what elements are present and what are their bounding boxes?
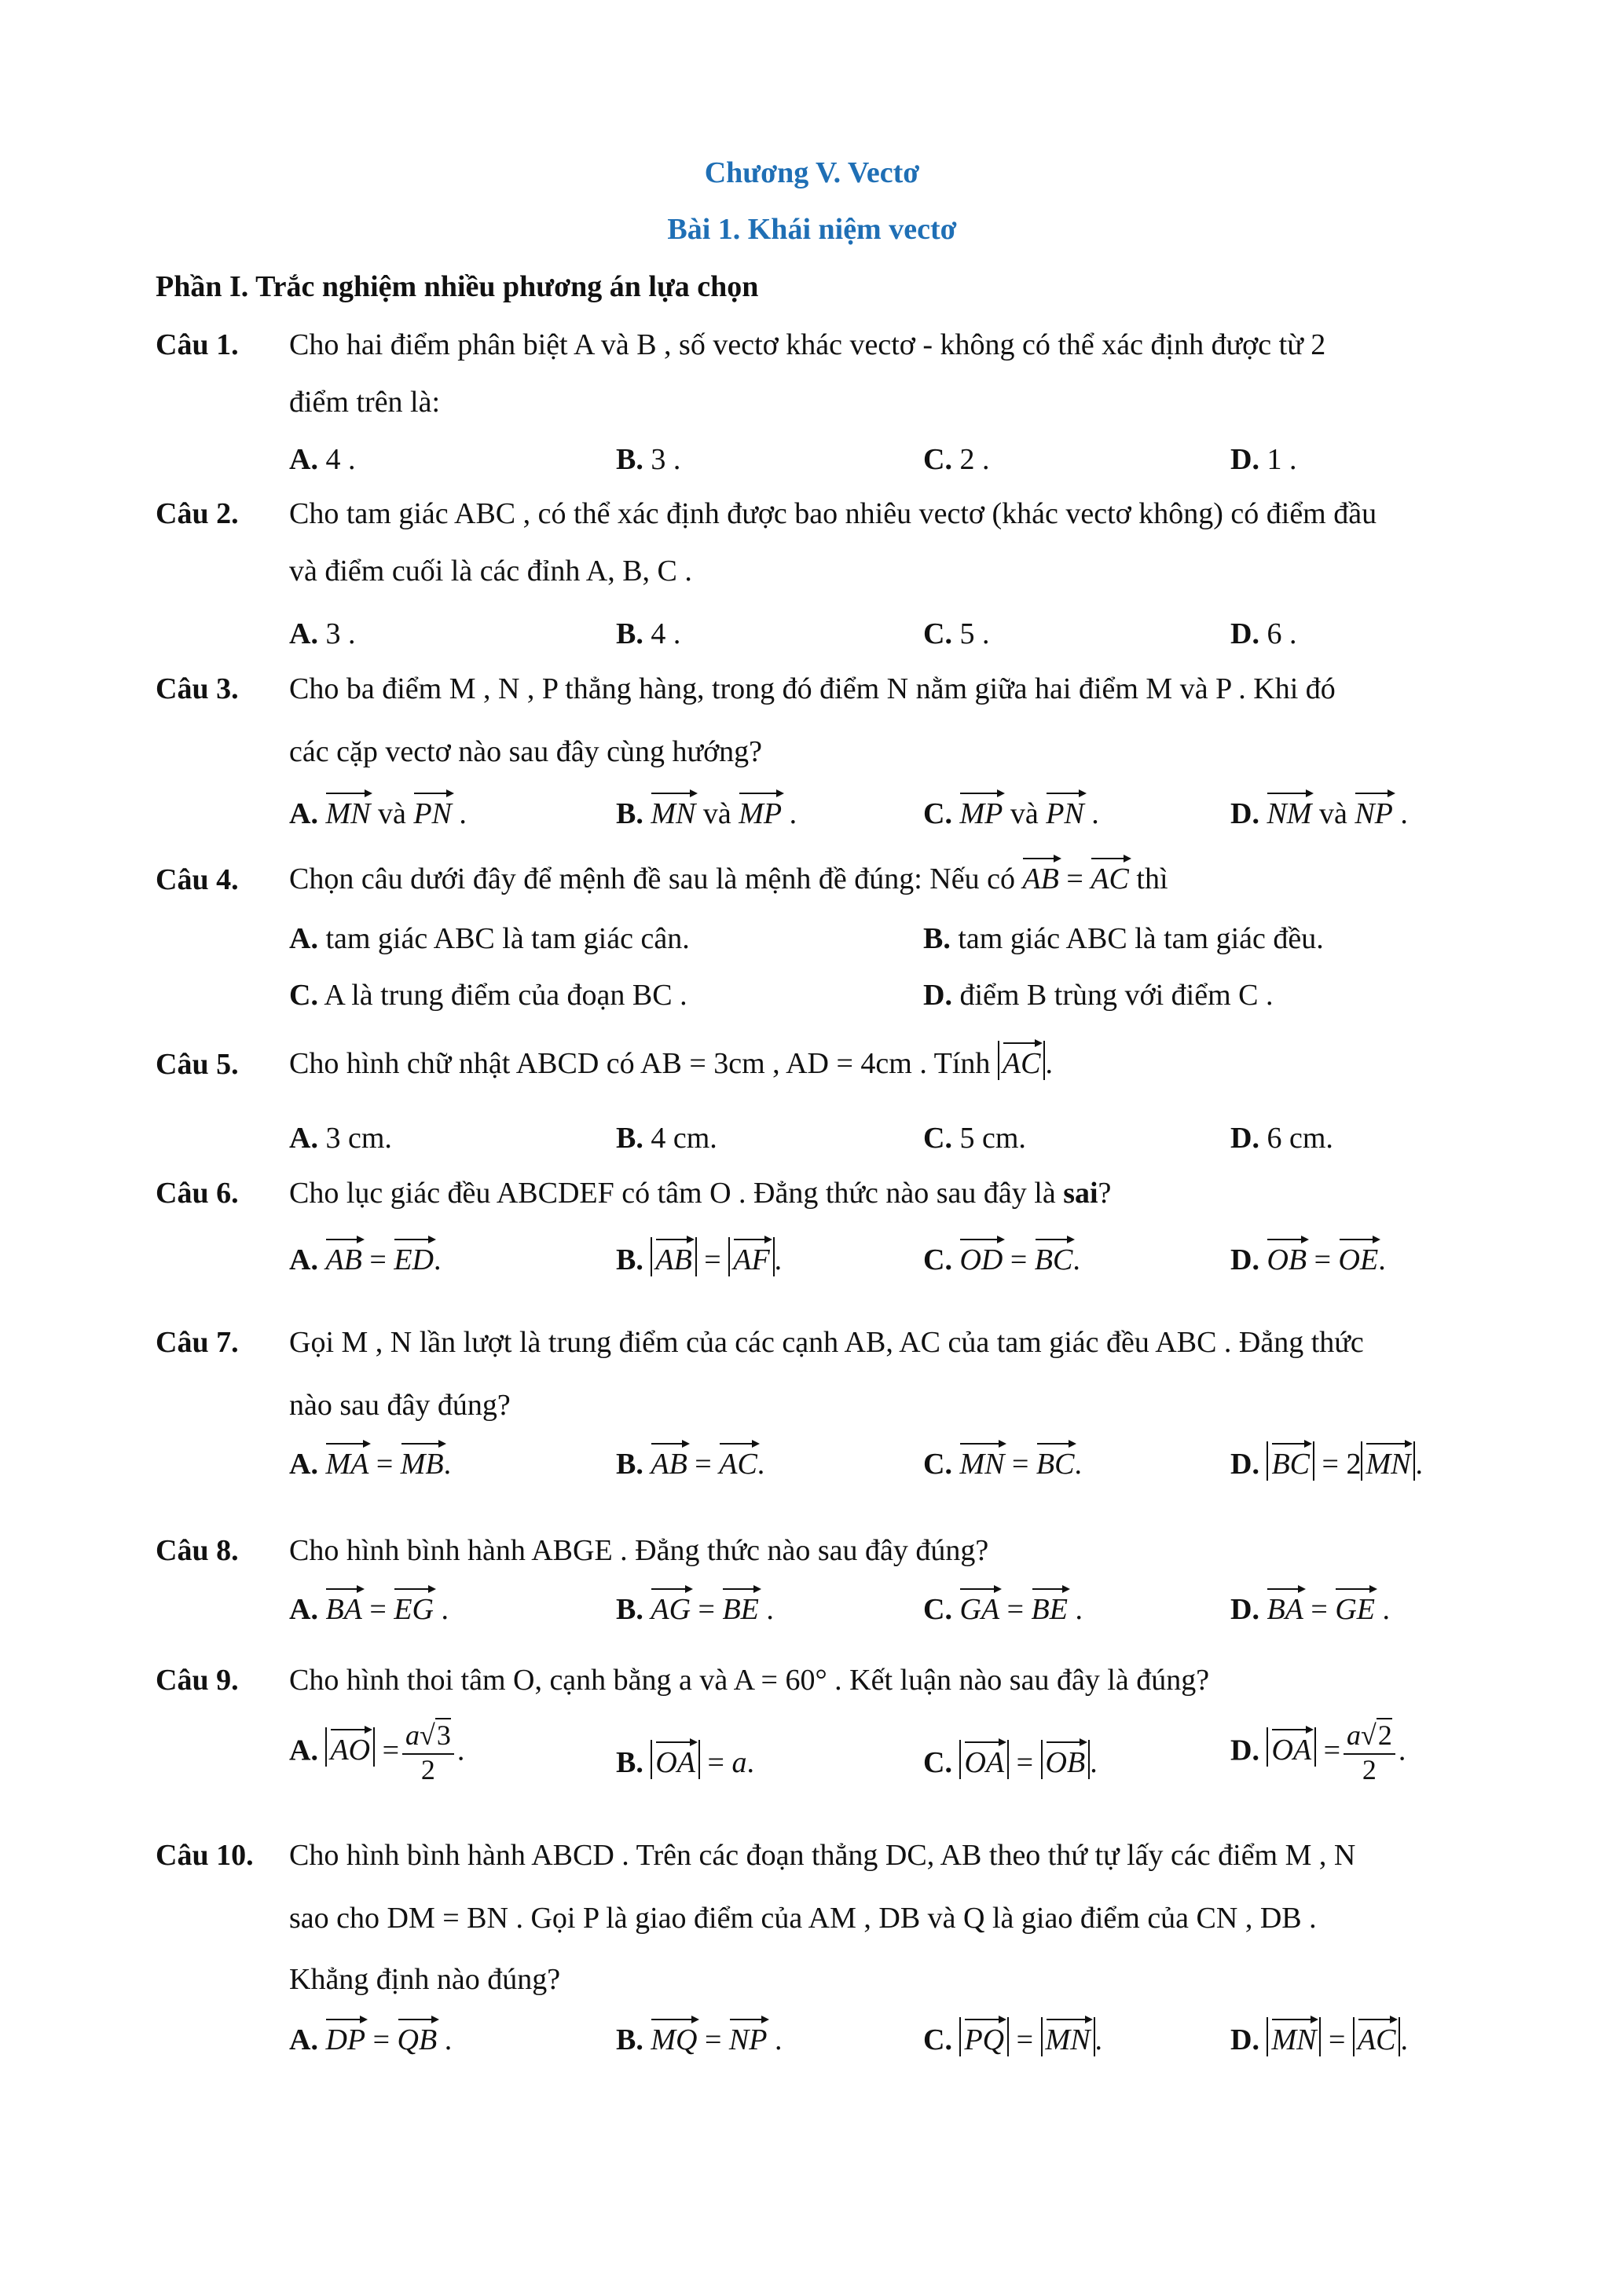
fraction (1344, 1720, 1395, 1785)
question-text: Cho hai điểm phân biệt A và B , số vectơ khác vectơ - không có thể xác định được từ 2 (289, 328, 1326, 361)
vector: OE (1339, 1237, 1379, 1275)
option-text: 1 . (1267, 443, 1297, 476)
question-text: sao cho DM = BN . Gọi P là giao điểm của AM , DB và Q là giao điểm của CN , DB . (289, 1902, 1317, 1935)
option-b[interactable] (616, 1740, 754, 1780)
fraction-denominator: 2 (1362, 1753, 1377, 1785)
magnitude (1267, 1727, 1316, 1767)
option-end: . (1415, 1448, 1423, 1481)
option-conjunction: và (702, 797, 731, 830)
vector: OA (964, 1740, 1004, 1778)
option-letter: B. (923, 922, 951, 955)
magnitude (1041, 2017, 1095, 2056)
equals-sign: = (1328, 2023, 1346, 2056)
option-letter: C. (923, 2023, 952, 2056)
vector: AC (1003, 1041, 1041, 1078)
vector: BC (1271, 1441, 1310, 1479)
option-text: 3 . (325, 617, 356, 650)
option-b[interactable] (616, 442, 680, 477)
option-letter: A. (289, 1593, 318, 1626)
option-letter: A. (289, 443, 318, 476)
option-end: . (441, 1593, 449, 1626)
option-c[interactable] (923, 442, 989, 477)
vector: AB (655, 1237, 691, 1275)
option-letter: B. (616, 617, 643, 650)
vector: AG (651, 1587, 691, 1624)
chapter-title: Chương V. Vectơ (704, 156, 920, 189)
vector: AC (1358, 2017, 1396, 2055)
option-end: . (746, 1746, 754, 1779)
magnitude (1041, 1740, 1091, 1779)
question-label: Câu 2. (156, 497, 239, 530)
fraction-numerator: a√3 (402, 1720, 454, 1755)
option-letter: D. (1230, 797, 1259, 830)
option-letter: D. (1230, 1122, 1259, 1155)
option-text: 3 . (651, 443, 681, 476)
vector: OD (959, 1237, 1003, 1275)
vector: AB (1022, 856, 1058, 894)
option-text: 5 cm. (959, 1122, 1026, 1155)
equals-sign: = (1323, 1734, 1341, 1767)
option-letter: A. (289, 1243, 318, 1276)
option-text: A là trung điểm của đoạn BC . (324, 979, 687, 1012)
vector: BE (722, 1587, 758, 1624)
option-d[interactable] (1230, 1237, 1386, 1277)
option-c[interactable] (923, 1587, 1083, 1627)
question-text: Cho hình thoi tâm O, cạnh bằng a và A = 60° . Kết luận nào sau đây là đúng? (289, 1664, 1210, 1697)
option-end: . (1398, 1734, 1406, 1767)
vector: MB (401, 1441, 444, 1479)
question-text: nào sau đây đúng? (289, 1389, 511, 1422)
vector: GE (1335, 1587, 1375, 1624)
option-text: 5 . (959, 617, 990, 650)
option-c[interactable] (923, 1441, 1082, 1481)
magnitude (325, 1727, 375, 1767)
option-end: . (444, 2023, 453, 2056)
option-end: . (774, 1243, 783, 1276)
option-a[interactable] (289, 442, 355, 477)
option-end: . (1091, 797, 1099, 830)
option-b[interactable] (616, 1441, 764, 1481)
magnitude (1267, 2017, 1321, 2056)
question-text: điểm trên là: (289, 386, 441, 419)
vector: EG (394, 1587, 434, 1624)
option-c[interactable] (289, 978, 687, 1013)
variable: a (1347, 1719, 1362, 1751)
option-b[interactable] (923, 921, 1324, 956)
option-end: . (456, 1734, 465, 1767)
lesson-title: Bài 1. Khái niệm vectơ (667, 213, 957, 246)
option-c[interactable] (923, 2017, 1102, 2057)
vector: NM (1267, 791, 1311, 829)
question-text (289, 1041, 1483, 1081)
option-letter: C. (923, 443, 952, 476)
variable: a (405, 1719, 420, 1751)
vector: MN (651, 791, 695, 829)
vector: OB (1046, 1740, 1086, 1778)
option-end: . (766, 1593, 774, 1626)
question-text: Khẳng định nào đúng? (289, 1963, 561, 1996)
option-d[interactable] (1230, 1587, 1390, 1627)
question-label: Câu 3. (156, 672, 239, 705)
vector: OA (655, 1740, 695, 1778)
option-letter: A. (289, 2023, 318, 2056)
option-end: . (443, 1448, 452, 1481)
vector: BA (325, 1587, 361, 1624)
question-text: Cho ba điểm M , N , P thẳng hàng, trong đó điểm N nằm giữa hai điểm M và P . Khi đó (289, 672, 1336, 705)
equals-sign: = (1314, 1243, 1332, 1276)
option-letter: D. (923, 979, 952, 1012)
equals-sign: = (372, 2023, 390, 2056)
magnitude (959, 1740, 1009, 1779)
question-label: Câu 10. (156, 1839, 254, 1872)
magnitude (959, 2017, 1009, 2056)
vector: PN (1046, 791, 1084, 829)
option-letter: B. (616, 1746, 643, 1779)
question-text: Cho tam giác ABC , có thể xác định được bao nhiêu vectơ (khác vectơ không) có điểm đầu (289, 497, 1377, 530)
equals-sign: = (707, 1746, 724, 1779)
question-text (289, 1176, 1483, 1210)
question-text-pre: Chọn câu dưới đây để mệnh đề sau là mệnh đề đúng: Nếu có (289, 862, 1015, 895)
option-text: 4 . (325, 443, 356, 476)
equals-sign: = (704, 1243, 721, 1276)
magnitude (1353, 2017, 1401, 2056)
option-letter: A. (289, 617, 318, 650)
option-end: . (789, 797, 797, 830)
vector: OB (1267, 1237, 1307, 1275)
part-title: Phần I. Trắc nghiệm nhiều phương án lựa chọn (156, 270, 759, 303)
option-a[interactable] (289, 921, 690, 956)
option-letter: C. (923, 617, 952, 650)
option-letter: A. (289, 1122, 318, 1155)
option-text: 6 cm. (1267, 1122, 1333, 1155)
magnitude (1267, 1441, 1314, 1481)
equals-sign: = (382, 1734, 400, 1767)
option-text: 2 . (959, 443, 990, 476)
magnitude (728, 1237, 774, 1276)
option-end: . (1400, 2023, 1408, 2056)
option-text: 4 cm. (651, 1122, 717, 1155)
question-label: Câu 1. (156, 328, 239, 361)
option-d[interactable] (923, 978, 1273, 1013)
equals-sign: = (369, 1593, 387, 1626)
vector: MN (959, 1441, 1004, 1479)
equals-sign: = (1016, 2023, 1034, 2056)
option-end: . (1090, 1746, 1098, 1779)
option-letter: A. (289, 1448, 318, 1481)
vector: AC (719, 1441, 757, 1479)
vector: BC (1036, 1441, 1075, 1479)
option-letter: B. (616, 1593, 643, 1626)
option-letter: B. (616, 1448, 643, 1481)
vector: NP (729, 2017, 768, 2055)
vector: BE (1032, 1587, 1068, 1624)
option-c[interactable] (923, 617, 989, 651)
vector: MA (325, 1441, 368, 1479)
option-a[interactable] (289, 791, 467, 831)
option-conjunction: và (377, 797, 406, 830)
option-letter: D. (1230, 2023, 1259, 2056)
vector: MN (325, 791, 370, 829)
option-d[interactable] (1230, 1441, 1423, 1481)
option-letter: C. (289, 979, 318, 1012)
question-text (289, 856, 1483, 896)
magnitude (651, 1740, 700, 1779)
question-text: Gọi M , N lần lượt là trung điểm của các cạnh AB, AC của tam giác đều ABC . Đẳng thức (289, 1326, 1364, 1359)
option-a[interactable] (289, 1720, 464, 1785)
option-b[interactable] (616, 1587, 774, 1627)
option-end: . (1378, 1243, 1386, 1276)
option-end: . (757, 1448, 765, 1481)
option-letter: A. (289, 1734, 318, 1767)
vector: AF (733, 1237, 769, 1275)
vector: BA (1267, 1587, 1303, 1624)
vector: ED (394, 1237, 434, 1275)
vector: PQ (964, 2017, 1004, 2055)
question-text: và điểm cuối là các đỉnh A, B, C . (289, 555, 692, 588)
vector: AC (1091, 856, 1129, 894)
option-c[interactable] (923, 1237, 1080, 1277)
option-text: 3 cm. (325, 1122, 392, 1155)
vector: MN (1046, 2017, 1091, 2055)
question-text-post: thì (1136, 862, 1168, 895)
option-d[interactable] (1230, 1720, 1406, 1785)
vector: AO (330, 1727, 370, 1765)
question-text-pre: Cho lục giác đều ABCDEF có tâm O . Đẳng thức nào sau đây là (289, 1177, 1064, 1210)
vector: GA (959, 1587, 999, 1624)
question-label: Câu 7. (156, 1326, 239, 1359)
option-letter: D. (1230, 1593, 1259, 1626)
option-b[interactable] (616, 2017, 782, 2057)
option-end: . (1400, 797, 1408, 830)
question-text-post: . (1045, 1047, 1053, 1080)
option-letter: B. (616, 1122, 643, 1155)
option-b[interactable] (616, 1121, 717, 1155)
option-letter: D. (1230, 1734, 1259, 1767)
magnitude (1361, 1441, 1415, 1481)
emphasis-text: sai (1063, 1177, 1098, 1210)
option-end: . (433, 1243, 442, 1276)
option-d[interactable] (1230, 442, 1296, 477)
option-c[interactable] (923, 1121, 1026, 1155)
vector: MP (739, 791, 782, 829)
question-label: Câu 5. (156, 1048, 239, 1081)
option-a[interactable] (289, 1121, 392, 1155)
option-letter: C. (923, 1122, 952, 1155)
option-d[interactable] (1230, 2017, 1408, 2057)
option-text: điểm B trùng với điểm C . (959, 979, 1274, 1012)
equals-sign: = 2 (1322, 1448, 1362, 1481)
option-end: . (1074, 1448, 1082, 1481)
question-text-post: ? (1098, 1177, 1112, 1210)
option-letter: A. (289, 922, 318, 955)
option-letter: B. (616, 2023, 643, 2056)
magnitude (998, 1041, 1046, 1080)
vector: BC (1035, 1237, 1073, 1275)
option-d[interactable] (1230, 617, 1296, 651)
equals-sign: = (376, 1448, 394, 1481)
option-end: . (1382, 1593, 1390, 1626)
question-text: Cho hình bình hành ABGE . Đẳng thức nào sau đây đúng? (289, 1534, 989, 1567)
vector: MN (1271, 2017, 1316, 2055)
option-letter: D. (1230, 617, 1259, 650)
question-text-pre: Cho hình chữ nhật ABCD có AB = 3cm , AD = 4cm . Tính (289, 1047, 991, 1080)
option-letter: B. (616, 797, 643, 830)
magnitude (651, 1237, 696, 1276)
question-label: Câu 9. (156, 1664, 239, 1697)
question-label: Câu 6. (156, 1177, 239, 1210)
equals-sign: = (698, 1593, 715, 1626)
option-letter: A. (289, 797, 318, 830)
option-letter: D. (1230, 443, 1259, 476)
vector: MP (959, 791, 1003, 829)
equals-sign: = (1006, 1593, 1025, 1626)
vector: QB (398, 2017, 438, 2055)
option-c[interactable] (923, 791, 1099, 831)
option-a[interactable] (289, 1237, 441, 1277)
option-end: . (1072, 1243, 1080, 1276)
vector: PN (413, 791, 452, 829)
option-conjunction: và (1318, 797, 1347, 830)
question-text: các cặp vectơ nào sau đây cùng hướng? (289, 735, 763, 768)
option-end: . (774, 2023, 783, 2056)
vector: MQ (651, 2017, 697, 2055)
equals-sign: = (704, 2023, 722, 2056)
equals-sign: = (369, 1243, 387, 1276)
option-a[interactable] (289, 617, 355, 651)
vector: DP (325, 2017, 365, 2055)
equals-sign: = (1010, 1243, 1028, 1276)
equals-sign: = (1311, 1593, 1328, 1626)
option-conjunction: và (1010, 797, 1039, 830)
radicand: 3 (436, 1719, 451, 1751)
option-end: . (1094, 2023, 1103, 2056)
option-d[interactable] (1230, 791, 1408, 831)
option-d[interactable] (1230, 1121, 1333, 1155)
option-letter: D. (1230, 1448, 1259, 1481)
option-letter: C. (923, 1746, 952, 1779)
variable: a (731, 1746, 747, 1779)
option-letter: C. (923, 1243, 952, 1276)
question-text: Cho hình bình hành ABCD . Trên các đoạn thẳng DC, AB theo thứ tự lấy các điểm M , N (289, 1839, 1356, 1872)
option-a[interactable] (289, 2017, 452, 2057)
fraction-numerator: a√2 (1344, 1720, 1395, 1755)
option-letter: B. (616, 1243, 643, 1276)
option-letter: D. (1230, 1243, 1259, 1276)
option-b[interactable] (616, 791, 797, 831)
option-text: tam giác ABC là tam giác cân. (325, 922, 690, 955)
option-text: 6 . (1267, 617, 1297, 650)
vector: OA (1271, 1727, 1311, 1765)
equals-sign: = (1066, 862, 1083, 895)
fraction (402, 1720, 454, 1785)
equals-sign: = (1016, 1746, 1034, 1779)
fraction-denominator: 2 (420, 1753, 435, 1785)
option-letter: C. (923, 1448, 952, 1481)
option-letter: C. (923, 1593, 952, 1626)
option-a[interactable] (289, 1587, 449, 1627)
option-letter: B. (616, 443, 643, 476)
question-label: Câu 4. (156, 863, 239, 896)
option-letter: C. (923, 797, 952, 830)
option-b[interactable] (616, 1237, 782, 1277)
vector: AB (651, 1441, 687, 1479)
option-b[interactable] (616, 617, 680, 651)
option-text: tam giác ABC là tam giác đều. (958, 922, 1324, 955)
option-c[interactable] (923, 1740, 1098, 1780)
option-a[interactable] (289, 1441, 451, 1481)
equals-sign: = (1011, 1448, 1029, 1481)
radicand: 2 (1377, 1719, 1392, 1751)
vector: AB (325, 1237, 361, 1275)
question-label: Câu 8. (156, 1534, 239, 1567)
option-end: . (1075, 1593, 1083, 1626)
option-end: . (459, 797, 467, 830)
equals-sign: = (695, 1448, 712, 1481)
option-text: 4 . (651, 617, 681, 650)
vector: NP (1355, 791, 1393, 829)
vector: MN (1366, 1441, 1410, 1479)
